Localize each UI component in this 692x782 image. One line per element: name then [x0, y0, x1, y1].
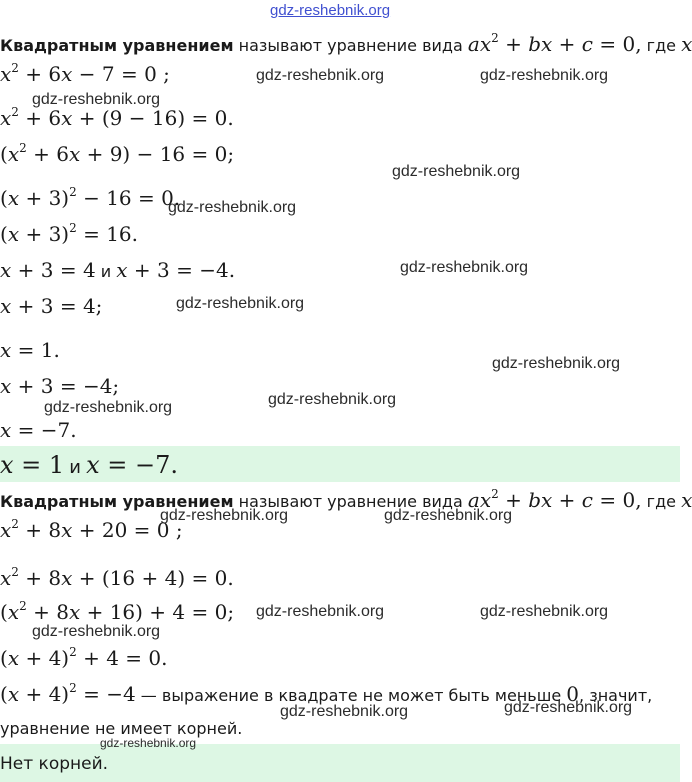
watermark: gdz-reshebnik.org — [392, 163, 521, 180]
watermark: gdz-reshebnik.org — [256, 603, 385, 620]
watermark: gdz-reshebnik.org — [160, 507, 289, 524]
equation-step-10: x = −7. — [0, 418, 77, 442]
watermark: gdz-reshebnik.org — [384, 507, 513, 524]
watermark: gdz-reshebnik.org — [32, 623, 161, 640]
header-link[interactable]: gdz-reshebnik.org — [270, 2, 391, 19]
definition-term-2: Квадратным уравнением — [0, 492, 234, 511]
equation-step-4: $(x + 3)^2 - 16 = 0$. — [0, 185, 181, 210]
answer-2: Нет корней. — [0, 754, 109, 774]
watermark: gdz-reshebnik.org — [44, 399, 173, 416]
watermark: gdz-reshebnik.org — [268, 391, 397, 408]
watermark: gdz-reshebnik.org — [100, 736, 197, 750]
watermark: gdz-reshebnik.org — [400, 259, 529, 276]
definition-line-2 — [0, 488, 692, 512]
equation2-step-1: $x^2 + 8x + 20 = 0$ ; — [0, 517, 183, 542]
watermark: gdz-reshebnik.org — [256, 67, 385, 84]
watermark: gdz-reshebnik.org — [176, 295, 305, 312]
explanation-line-2: уравнение не имеет корней. — [0, 719, 243, 738]
definition-variable: x — [681, 32, 692, 56]
definition-where-2: где — [646, 492, 676, 511]
definition-term: Квадратным уравнением — [0, 36, 234, 55]
explanation-tail: , значит, — [579, 686, 653, 705]
definition-where: где — [646, 36, 676, 55]
general-form-formula: $ax^2$ + bx + c = 0, — [467, 31, 642, 56]
equation-step-3: $(x^2 + 6x + 9) - 16 = 0$; — [0, 141, 235, 166]
equation-step-9: x + 3 = −4; — [0, 374, 120, 398]
equation2-step-3: $(x^2 + 8x + 16) + 4 = 0$; — [0, 599, 235, 624]
watermark: gdz-reshebnik.org — [280, 703, 409, 720]
equation-step-2: $x^2 + 6x + (9 - 16) = 0$. — [0, 105, 234, 130]
explanation-text: — выражение в квадрате не может быть меньше — [140, 686, 562, 705]
definition-text-2: называют уравнение вида — [238, 492, 463, 511]
general-form-formula-2: $ax^2$ + bx + c = 0, — [467, 487, 642, 512]
equation-step-6: x + 3 = 4 и x + 3 = −4. — [0, 258, 236, 282]
watermark: gdz-reshebnik.org — [492, 355, 621, 372]
equation2-step-4: $(x + 4)^2 + 4 = 0$. — [0, 645, 168, 670]
definition-line-1 — [0, 32, 692, 56]
equation-step-1: $x^2 + 6x - 7 = 0$ ; — [0, 61, 170, 86]
definition-text: называют уравнение вида — [238, 36, 463, 55]
equation-step-5: $(x + 3)^2 = 16$. — [0, 221, 139, 246]
equation-step-7: x + 3 = 4; — [0, 294, 103, 318]
definition-variable-2: x — [681, 488, 692, 512]
equation2-step-5: $(x + 4)^2 = -4$ — выражение в квадрате не может быть меньше 0, значит, — [0, 681, 653, 706]
equation-step-8: x = 1. — [0, 338, 60, 362]
watermark: gdz-reshebnik.org — [480, 603, 609, 620]
explanation-zero: 0 — [566, 682, 580, 706]
answer-1: x = 1 и x = −7. — [0, 451, 178, 479]
watermark: gdz-reshebnik.org — [504, 699, 633, 716]
watermark: gdz-reshebnik.org — [168, 199, 297, 216]
equation2-step-2: $x^2 + 8x + (16 + 4) = 0$. — [0, 565, 234, 590]
watermark: gdz-reshebnik.org — [32, 91, 161, 108]
watermark: gdz-reshebnik.org — [480, 67, 609, 84]
